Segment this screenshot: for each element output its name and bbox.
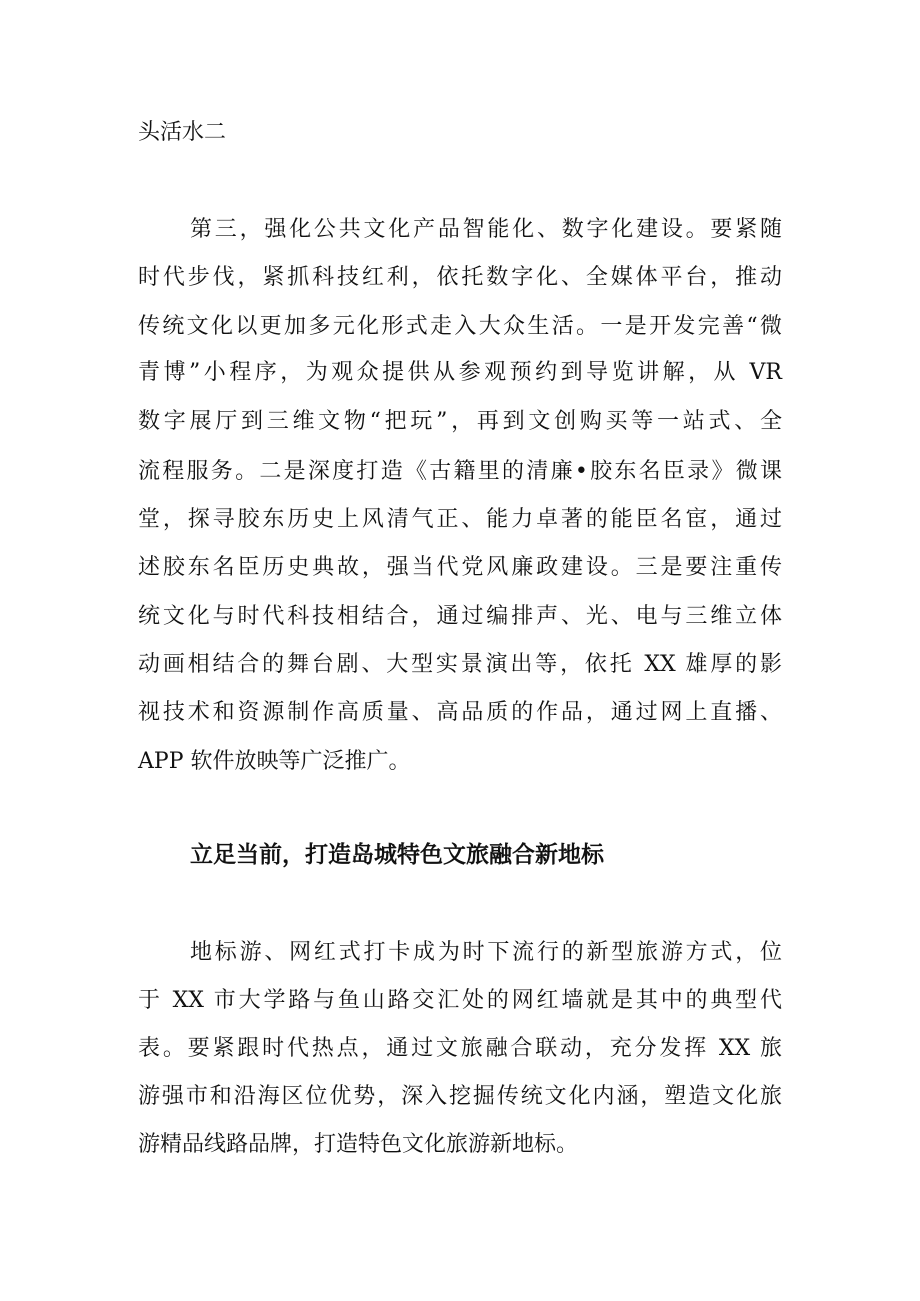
text-line: 时代步伐，紧抓科技红利，依托数字化、全媒体平台，推动 [138, 265, 782, 290]
text-line: 游强市和沿海区位优势，深入挖掘传统文化内涵，塑造文化旅 [138, 1084, 782, 1109]
text-line: 地标游、网红式打卡成为时下流行的新型旅游方式，位 [190, 940, 782, 965]
text-line: 青博”小程序，为观众提供从参观预约到导览讲解，从 VR [138, 360, 782, 385]
text-line: 堂，探寻胶东历史上风清气正、能力卓著的能臣名宦，通过 [138, 507, 782, 532]
text-line: APP 软件放映等广泛推广。 [138, 749, 411, 774]
text-line: 视技术和资源制作高质量、高品质的作品，通过网上直播、 [138, 700, 782, 725]
text-line: 动画相结合的舞台剧、大型实景演出等，依托 XX 雄厚的影 [138, 652, 782, 677]
text-line: 第三，强化公共文化产品智能化、数字化建设。要紧随 [190, 217, 782, 242]
text-fragment: 头活水二 [138, 120, 227, 145]
text-line: 流程服务。二是深度打造《古籍里的清廉•胶东名臣录》微课 [138, 459, 782, 484]
text-line: 游精品线路品牌，打造特色文化旅游新地标。 [138, 1132, 579, 1157]
text-line: 传统文化以更加多元化形式走入大众生活。一是开发完善“微 [138, 314, 782, 339]
text-line: 述胶东名臣历史典故，强当代党风廉政建设。三是要注重传 [138, 555, 782, 580]
text-line: 统文化与时代科技相结合，通过编排声、光、电与三维立体 [138, 604, 782, 629]
text-line: 表。要紧跟时代热点，通过文旅融合联动，充分发挥 XX 旅 [138, 1036, 782, 1061]
section-heading: 立足当前，打造岛城特色文旅融合新地标 [190, 842, 604, 868]
text-line: 数字展厅到三维文物“把玩”，再到文创购买等一站式、全 [138, 409, 782, 434]
text-line: 于 XX 市大学路与鱼山路交汇处的网红墙就是其中的典型代 [138, 988, 782, 1013]
